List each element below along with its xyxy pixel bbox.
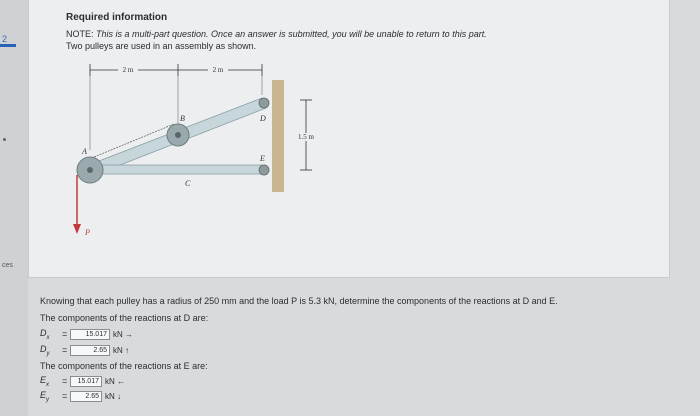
ex-unit: kN ←	[105, 376, 125, 386]
support-e	[259, 165, 269, 175]
dx-unit: kN →	[113, 329, 133, 339]
dx-answer-field[interactable]: 15.017	[70, 329, 110, 340]
label-d: D	[260, 114, 266, 123]
ex-answer-field[interactable]: 15.017	[70, 376, 102, 387]
ey-row: $E_y$ = 2.65 kN ↓	[40, 390, 121, 403]
reactions-d-heading: The components of the reactions at D are:	[40, 313, 209, 323]
label-e: E	[260, 154, 265, 163]
dy-answer-field[interactable]: 2.65	[70, 345, 110, 356]
pulley-b-hub	[175, 132, 181, 138]
problem-statement: Knowing that each pulley has a radius of 250 mm and the load P is 5.3 kN, determine the components of the reactions at D and E.	[40, 296, 558, 306]
sidebar-label: ces	[2, 262, 13, 269]
dx-label: $D_x$	[40, 328, 50, 341]
support-d	[259, 98, 269, 108]
intro-text: Two pulleys are used in an assembly as shown.	[66, 41, 257, 51]
dy-row: $D_y$ = 2.65 kN ↑	[40, 344, 129, 357]
note-italic: This is a multi-part question. Once an answer is submitted, you will be unable to return to this part.	[96, 29, 487, 39]
question-number[interactable]: 2	[2, 34, 8, 44]
member-ce	[90, 165, 266, 174]
ey-label: $E_y$	[40, 390, 50, 403]
dy-label: $D_y$	[40, 344, 50, 357]
ey-answer-field[interactable]: 2.65	[70, 391, 102, 402]
reactions-e-heading: The components of the reactions at E are:	[40, 361, 208, 371]
label-a: A	[82, 147, 87, 156]
ex-row: $E_x$ = 15.017 kN ←	[40, 375, 125, 388]
label-b: B	[180, 114, 185, 123]
note-prefix: NOTE:	[66, 29, 97, 39]
ey-unit: kN ↓	[105, 391, 121, 401]
dx-row: $D_x$ = 15.017 kN →	[40, 328, 133, 341]
required-info-title: Required information	[66, 12, 168, 23]
ex-label: $E_x$	[40, 375, 50, 388]
dim-left-label: 2 m	[122, 66, 134, 74]
label-p: P	[85, 228, 90, 237]
wall	[272, 80, 284, 192]
dy-unit: kN ↑	[113, 345, 129, 355]
label-c: C	[185, 179, 191, 188]
load-arrow-head	[73, 224, 81, 234]
dim-height-label: 1.5 m	[298, 133, 314, 141]
pulley-a-hub	[87, 167, 93, 173]
dim-right-label: 2 m	[212, 66, 224, 74]
